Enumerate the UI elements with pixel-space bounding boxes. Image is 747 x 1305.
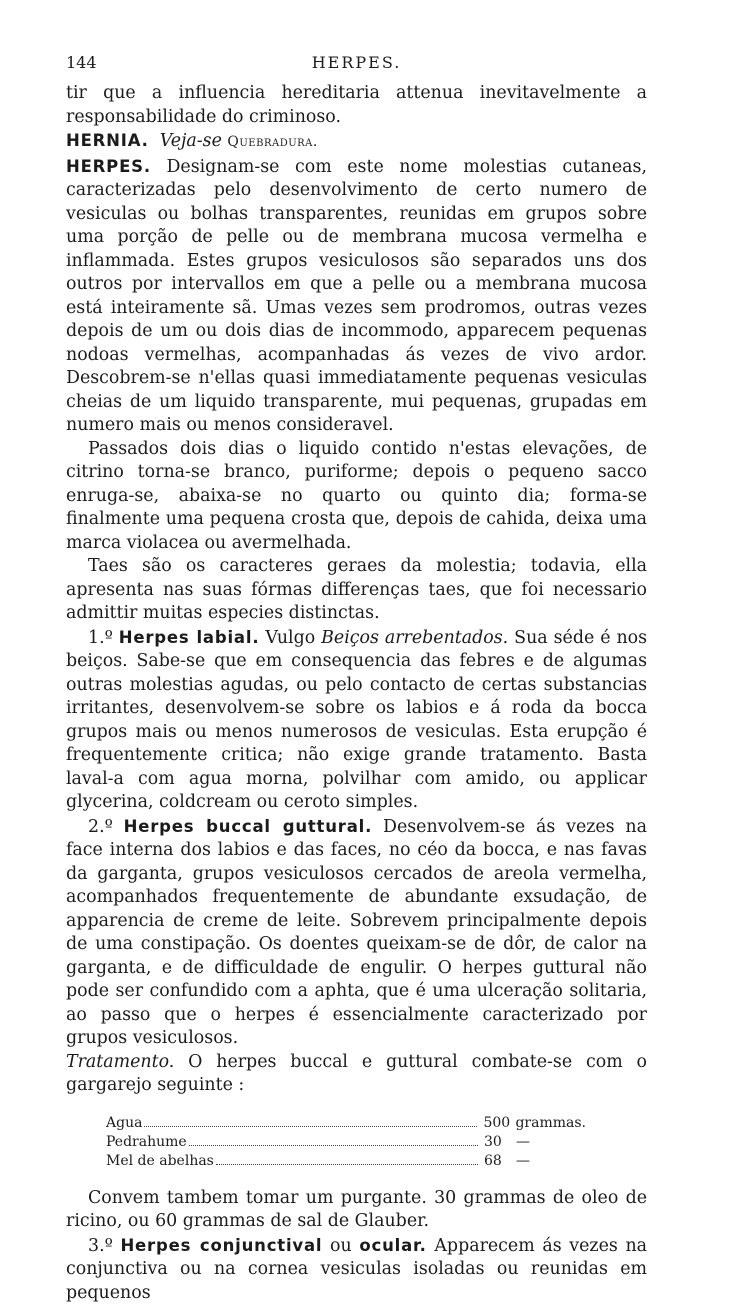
page-number: 144 — [66, 44, 97, 82]
cross-reference-label: Veja-se — [160, 131, 222, 151]
heading-conjunction: ou — [330, 1236, 352, 1256]
paragraph-text: Taes são os caracteres geraes da molestia; todavia, ella apresenta nas suas fórmas differenças taes, que foi necessario admittir muitas especies distinctas. — [66, 556, 647, 623]
subentry-heading: Herpes labial. — [119, 628, 260, 647]
recipe-unit: grammas. — [515, 1114, 586, 1133]
paragraph-text: Convem tambem tomar um purgante. 30 grammas de oleo de ricino, ou 60 grammas de sal de Glauber. — [66, 1188, 647, 1232]
paragraph-text: Apparecem ás vezes na conjunctiva ou na cornea vesiculas isoladas ou reunidas em pequenos — [66, 1236, 647, 1303]
entry-hernia — [66, 129, 647, 155]
subentry-heading-alt: ocular. — [359, 1236, 426, 1255]
subentry-herpes-buccal — [66, 815, 647, 1051]
paragraph — [66, 555, 647, 626]
paragraph-text: Sua séde é nos beiços. Sabe-se que em consequencia das febres e de algumas outras molestias agudas, ou pelo contacto de certas substancias irritantes, desenvolvem-se sobre os labios e á roda da bocca grupos mais ou menos numerosos de vesiculas. Esta erupção é frequentemente critica; não exige grande tratamento. Basta laval-a com agua morna, polvilhar com amido, ou applicar glycerina, coldcream ou ceroto simples. — [66, 628, 647, 813]
treatment-label: Tratamento. — [66, 1052, 174, 1072]
running-title: HERPES. — [66, 44, 647, 82]
subentry-number: 2.º — [88, 817, 113, 837]
paragraph-text-pre: Vulgo — [265, 628, 315, 648]
recipe-quantity: 30 — [484, 1133, 516, 1152]
subentry-herpes-labial — [66, 626, 647, 815]
paragraph — [66, 1187, 647, 1234]
subentry-heading: Herpes conjunctival — [120, 1236, 322, 1255]
subentry-herpes-conjunctival — [66, 1234, 647, 1305]
paragraph-text: tir que a influencia hereditaria attenua inevitavelmente a responsabilidade do criminoso. — [66, 83, 647, 127]
recipe-row — [106, 1114, 586, 1133]
recipe-quantity: 500 — [483, 1114, 515, 1133]
recipe-unit: — — [516, 1133, 586, 1152]
recipe-quantity: 68 — [484, 1152, 516, 1171]
entry-heading: HERPES. — [66, 157, 151, 176]
recipe-table — [106, 1114, 586, 1171]
entry-herpes — [66, 155, 647, 438]
dot-leader — [189, 1145, 478, 1146]
cross-reference-target: Quebradura. — [227, 134, 317, 150]
subentry-number: 3.º — [88, 1236, 113, 1256]
entry-heading: HERNIA. — [66, 131, 149, 150]
recipe-unit: — — [516, 1152, 586, 1171]
paragraph-text: Desenvolvem-se ás vezes na face interna dos labios e das faces, no céo da bocca, e nas favas da garganta, grupos vesiculosos cercados de areola vermelha, acompanhados frequentemente de abundante exsudação, de apparencia de creme de leite. Sobrevem principalmente depois de uma constipação. Os doentes queixam-se de dôr, de calor na garganta, e de difficuldade de engulir. O herpes guttural não pode ser confundido com a aphta, que é uma ulceração solitaria, ao passo que o herpes é essencialmente caracterizado por grupos vesiculosos. — [66, 817, 647, 1049]
paragraph-text: Passados dois dias o liquido contido n'estas elevações, de citrino torna-se branco, puriforme; depois o pequeno sacco enruga-se, abaixa-se no quarto ou quinto dia; forma-se finalmente uma pequena crosta que, depois de cahida, deixa uma marca violacea ou avermelhada. — [66, 439, 647, 553]
paragraph — [66, 438, 647, 556]
paragraph-text: Designam-se com este nome molestias cutaneas, caracterizadas pelo desenvolvimento de certo numero de vesiculas ou bolhas transparentes, reunidas em grupos sobre uma porção de pelle ou de membrana mucosa vermelha e inflammada. Estes grupos vesiculosos são separados uns dos outros por intervallos em que a pelle ou a membrana mucosa está inteiramente sã. Umas vezes sem prodromos, outras vezes depois de um ou dois dias de incommodo, apparecem pequenas nodoas vermelhas, acompanhadas ás vezes de vivo ardor. Descobrem-se n'ellas quasi immediatamente pequenas vesiculas cheias de um liquido transparente, mui pequenas, grupadas em numero mais ou menos consideravel. — [66, 157, 647, 436]
paragraph-continuation — [66, 82, 647, 129]
running-head — [66, 44, 647, 82]
recipe-row — [106, 1152, 586, 1171]
treatment-paragraph — [66, 1051, 647, 1098]
subentry-number: 1.º — [88, 628, 113, 648]
paragraph-text: O herpes buccal e guttural combate-se com o gargarejo seguinte : — [66, 1052, 647, 1096]
recipe-ingredient: Mel de abelhas — [106, 1152, 214, 1171]
recipe-row — [106, 1133, 586, 1152]
recipe-ingredient: Agua — [106, 1114, 142, 1133]
dot-leader — [216, 1164, 478, 1165]
subentry-heading: Herpes buccal guttural. — [124, 817, 373, 836]
popular-name: Beiços arrebentados. — [321, 628, 508, 648]
dot-leader — [144, 1126, 477, 1127]
recipe-ingredient: Pedrahume — [106, 1133, 187, 1152]
